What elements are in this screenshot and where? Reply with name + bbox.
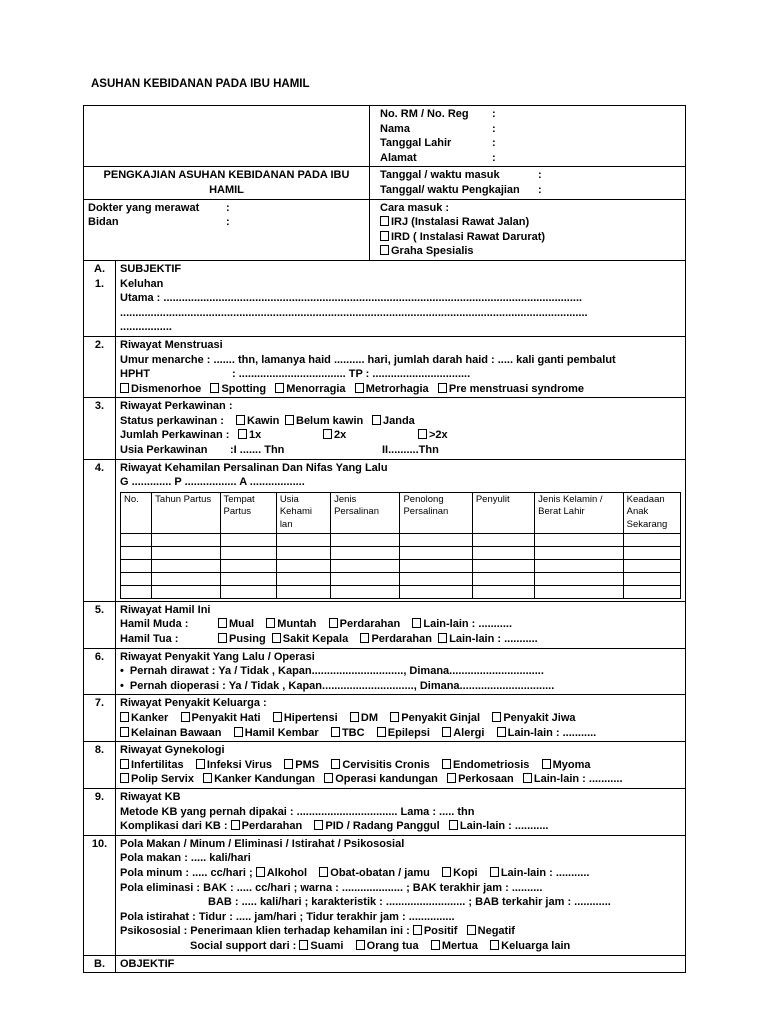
kelainan-bawaan-label: Kelainan Bawaan: [131, 726, 222, 739]
pusing-label: Pusing: [229, 633, 266, 646]
history-cell[interactable]: [220, 559, 276, 572]
kb-perdarahan-label: Perdarahan: [241, 820, 303, 833]
history-cell[interactable]: [400, 572, 472, 585]
section-2-number: 2.: [84, 336, 116, 397]
kehamilan-cell: [116, 459, 686, 601]
history-cell[interactable]: [152, 572, 220, 585]
lain-tua-checkbox[interactable]: [438, 633, 447, 643]
history-cell[interactable]: [121, 572, 152, 585]
history-cell[interactable]: [535, 546, 623, 559]
history-cell[interactable]: [535, 559, 623, 572]
alamat-field[interactable]: :: [492, 151, 496, 164]
perdarahan-muda-label: Perdarahan: [339, 618, 401, 631]
polip-servix-checkbox[interactable]: [120, 773, 129, 783]
sakit-kepala-label: Sakit Kepala: [282, 633, 349, 646]
hamil-ini-title: Riwayat Hamil Ini: [120, 603, 211, 616]
kanker-checkbox[interactable]: [120, 712, 129, 722]
section-a-number: [84, 260, 116, 336]
keluhan-line-2[interactable]: .........................................................................................................................................................: [120, 306, 588, 319]
operasi-kandungan-label: Operasi kandungan: [335, 773, 438, 786]
suami-label: Suami: [310, 939, 344, 952]
hpht-field[interactable]: : ................................... TP : ................................: [232, 368, 471, 381]
jumlah-1x-checkbox[interactable]: [238, 429, 247, 439]
dismenorhoe-label: Dismenorhoe: [131, 382, 202, 395]
section-1-number: 1.: [94, 277, 105, 290]
alkohol-checkbox[interactable]: [256, 867, 265, 877]
mual-label: Mual: [229, 618, 255, 631]
history-cell[interactable]: [152, 559, 220, 572]
perdarahan-tua-checkbox[interactable]: [360, 633, 369, 643]
kawin-label: Kawin: [247, 414, 280, 427]
orang-tua-checkbox[interactable]: [356, 940, 365, 950]
negatif-label: Negatif: [477, 925, 515, 938]
orang-tua-label: Orang tua: [366, 939, 419, 952]
infeksi-virus-checkbox[interactable]: [196, 759, 205, 769]
dm-checkbox[interactable]: [350, 712, 359, 722]
section-a-label: A.: [94, 262, 105, 275]
muntah-checkbox[interactable]: [266, 618, 275, 628]
history-cell[interactable]: [400, 559, 472, 572]
section-9-number: 9.: [84, 788, 116, 835]
history-cell[interactable]: [535, 533, 623, 546]
history-col-header: Tempat Partus: [220, 492, 276, 533]
dokter-field[interactable]: :: [226, 201, 230, 214]
tanggal-pengkajian-field[interactable]: :: [538, 183, 542, 196]
pms-syndrome-label: Pre menstruasi syndrome: [448, 382, 584, 395]
pid-label: PID / Radang Panggul: [325, 820, 440, 833]
myoma-label: Myoma: [552, 758, 591, 771]
hamil-kembar-checkbox[interactable]: [234, 727, 243, 737]
cervisitis-label: Cervisitis Cronis: [342, 758, 430, 771]
pengkajian-title-line2: HAMIL: [209, 183, 244, 196]
perkawinan-title: Riwayat Perkawinan :: [120, 400, 233, 413]
history-row: [121, 533, 681, 546]
history-cell[interactable]: [623, 585, 680, 598]
jumlah-perkawinan-label: Jumlah Perkawinan :: [120, 429, 230, 442]
nama-field[interactable]: :: [492, 122, 496, 135]
history-col-header: Jenis Persalinan: [331, 492, 400, 533]
kb-lain-checkbox[interactable]: [449, 820, 458, 830]
kb-title: Riwayat KB: [120, 790, 181, 803]
section-7-row: [84, 695, 686, 742]
section-7-number: 7.: [84, 695, 116, 742]
endometriosis-checkbox[interactable]: [442, 759, 451, 769]
history-cell[interactable]: [276, 546, 330, 559]
pola-makan-field[interactable]: Pola makan : ..... kali/hari: [120, 852, 251, 865]
section-3-row: [84, 398, 686, 459]
infertilitas-label: Infertilitas: [131, 758, 184, 771]
alergi-checkbox[interactable]: [442, 727, 451, 737]
kb-perdarahan-checkbox[interactable]: [231, 820, 240, 830]
kanker-kandungan-label: Kanker Kandungan: [214, 773, 316, 786]
endometriosis-label: Endometriosis: [453, 758, 530, 771]
pernah-dirawat-field[interactable]: • Pernah dirawat : Ya / Tidak , Kapan.............................., Dimana...............................: [120, 664, 681, 679]
history-cell[interactable]: [121, 585, 152, 598]
epilepsi-label: Epilepsi: [387, 726, 430, 739]
sakit-kepala-checkbox[interactable]: [272, 633, 281, 643]
no-rm-label: No. RM / No. Reg: [380, 108, 469, 120]
keluhan-utama-field[interactable]: Utama : .........................................................................................................................................: [120, 292, 583, 305]
cara-masuk-cell: [370, 199, 686, 260]
history-cell[interactable]: [472, 559, 534, 572]
menstruasi-cell: [116, 336, 686, 397]
history-cell[interactable]: [623, 559, 680, 572]
tanggal-lahir-label: Tanggal Lahir: [380, 137, 452, 150]
pola-eliminasi-bak-field[interactable]: Pola eliminasi : BAK : ..... cc/hari ; warna : .................... ; BAK terakhir jam : ..........: [120, 881, 543, 894]
pola-eliminasi-bab-field[interactable]: BAB : ..... kali/hari ; karakteristik : .......................... ; BAB terkahir jam : ............: [208, 896, 611, 909]
assessment-form: [83, 105, 686, 973]
polip-servix-label: Polip Servix: [131, 773, 194, 786]
negatif-checkbox[interactable]: [467, 925, 476, 935]
section-b-row: [84, 955, 686, 973]
status-perkawinan-label: Status perkawinan :: [120, 414, 224, 427]
keluarga-lain-checkbox[interactable]: [490, 940, 499, 950]
header-pengkajian-row: [84, 167, 686, 199]
dokter-cell: [84, 199, 370, 260]
section-3-number: 3.: [84, 398, 116, 459]
penyakit-hati-checkbox[interactable]: [181, 712, 190, 722]
history-cell[interactable]: [121, 559, 152, 572]
header-identity-row: [84, 106, 686, 167]
gynekologi-title: Riwayat Gynekologi: [120, 744, 225, 757]
no-rm-field[interactable]: :: [492, 108, 496, 120]
history-cell[interactable]: [623, 546, 680, 559]
section-6-row: [84, 648, 686, 695]
kawin-checkbox[interactable]: [236, 415, 245, 425]
positif-checkbox[interactable]: [413, 925, 422, 935]
history-cell[interactable]: [535, 585, 623, 598]
tanggal-lahir-field[interactable]: :: [492, 137, 496, 150]
gpa-field[interactable]: G ............. P ................. A ..................: [120, 476, 305, 489]
history-cell[interactable]: [220, 546, 276, 559]
pola-title: Pola Makan / Minum / Eliminasi / Istirahat / Psikososial: [120, 837, 405, 850]
section-a-row: [84, 260, 686, 336]
obat-jamu-label: Obat-obatan / jamu: [330, 866, 430, 879]
perkawinan-cell: [116, 398, 686, 459]
muntah-label: Muntah: [277, 618, 317, 631]
penyakit-hati-label: Penyakit Hati: [191, 712, 261, 724]
pernah-dioperasi-field[interactable]: • Pernah dioperasi : Ya / Tidak , Kapan.............................., Dimana...............................: [120, 679, 681, 694]
lain-tua-label[interactable]: Lain-lain : ...........: [449, 633, 538, 646]
perkosaan-label: Perkosaan: [458, 773, 514, 786]
penyakit-jiwa-checkbox[interactable]: [492, 712, 501, 722]
suami-checkbox[interactable]: [299, 940, 308, 950]
history-cell[interactable]: [331, 559, 400, 572]
menorragia-checkbox[interactable]: [275, 383, 284, 393]
kb-lain-label[interactable]: Lain-lain : ...........: [459, 820, 549, 833]
history-cell[interactable]: [152, 585, 220, 598]
menarche-field[interactable]: Umur menarche : ....... thn, lamanya haid .......... hari, jumlah darah haid : ..... kali ganti pembalut: [120, 353, 616, 366]
history-cell[interactable]: [220, 585, 276, 598]
hamil-ini-cell: [116, 601, 686, 648]
pms-syndrome-checkbox[interactable]: [438, 383, 447, 393]
infertilitas-checkbox[interactable]: [120, 759, 129, 769]
belum-kawin-label: Belum kawin: [296, 414, 364, 427]
menorragia-label: Menorragia: [286, 382, 346, 395]
penyakit-lalu-cell: [116, 648, 686, 695]
infeksi-virus-label: Infeksi Virus: [206, 758, 273, 771]
mertua-checkbox[interactable]: [431, 940, 440, 950]
section-2-row: [84, 336, 686, 397]
pola-istirahat-field[interactable]: Pola istirahat : Tidur : ..... jam/hari ; Tidur terakhir jam : ...............: [120, 910, 455, 923]
section-5-row: [84, 601, 686, 648]
usia-perkawinan-2-field[interactable]: II..........Thn: [382, 444, 439, 457]
penyakit-keluarga-title: Riwayat Penyakit Keluarga :: [120, 697, 267, 710]
perdarahan-tua-label: Perdarahan: [371, 633, 432, 646]
graha-checkbox[interactable]: [380, 245, 389, 255]
tbc-checkbox[interactable]: [331, 727, 340, 737]
history-cell[interactable]: [331, 546, 400, 559]
penyakit-ginjal-checkbox[interactable]: [390, 712, 399, 722]
section-b-title: OBJEKTIF: [116, 955, 686, 973]
kelainan-bawaan-checkbox[interactable]: [120, 727, 129, 737]
penyakit-ginjal-label: Penyakit Ginjal: [401, 712, 481, 724]
kb-cell: [116, 788, 686, 835]
history-cell[interactable]: [152, 546, 220, 559]
dokter-label: Dokter yang merawat: [88, 201, 200, 214]
keluhan-cell: [116, 260, 686, 336]
section-4-number: 4.: [84, 459, 116, 601]
patient-identity-cell: [370, 106, 686, 167]
history-cell[interactable]: [331, 585, 400, 598]
history-cell[interactable]: [472, 546, 534, 559]
pengkajian-title-line1: PENGKAJIAN ASUHAN KEBIDANAN PADA IBU: [103, 169, 350, 182]
hipertensi-label: Hipertensi: [283, 712, 338, 724]
graha-label: Graha Spesialis: [391, 245, 474, 258]
tanggal-pengkajian-label: Tanggal/ waktu Pengkajian: [380, 183, 520, 196]
positif-label: Positif: [423, 925, 458, 938]
lain-keluarga-checkbox[interactable]: [497, 727, 506, 737]
perkosaan-checkbox[interactable]: [447, 773, 456, 783]
penyakit-keluarga-cell: [116, 695, 686, 742]
section-8-number: 8.: [84, 742, 116, 789]
penyakit-lalu-title: Riwayat Penyakit Yang Lalu / Operasi: [120, 650, 315, 663]
kehamilan-title: Riwayat Kehamilan Persalinan Dan Nifas Yang Lalu: [120, 461, 388, 474]
kehamilan-table-header: [121, 492, 681, 533]
tbc-label: TBC: [341, 726, 365, 739]
hipertensi-checkbox[interactable]: [273, 712, 282, 722]
irj-checkbox[interactable]: [380, 216, 389, 226]
section-a-title: SUBJEKTIF: [120, 262, 182, 275]
section-4-row: [84, 459, 686, 601]
lain-keluarga-label[interactable]: Lain-lain : ...........: [507, 726, 597, 739]
lain-muda-label[interactable]: Lain-lain : ...........: [423, 618, 513, 631]
nama-label: Nama: [380, 122, 410, 135]
history-cell[interactable]: [152, 533, 220, 546]
bidan-field[interactable]: :: [226, 216, 230, 229]
tanggal-cell: [370, 167, 686, 199]
history-cell[interactable]: [623, 572, 680, 585]
operasi-kandungan-checkbox[interactable]: [324, 773, 333, 783]
keluarga-lain-label: Keluarga lain: [501, 939, 571, 952]
pola-minum-field[interactable]: Pola minum : ..... cc/hari ;: [120, 866, 253, 879]
hamil-muda-label: Hamil Muda :: [120, 618, 189, 631]
pengkajian-title-cell: [84, 167, 370, 199]
menstruasi-title: Riwayat Menstruasi: [120, 338, 223, 351]
history-col-header: Penyulit: [472, 492, 534, 533]
kanker-label: Kanker: [131, 712, 169, 724]
hamil-kembar-label: Hamil Kembar: [244, 726, 319, 739]
kopi-checkbox[interactable]: [442, 867, 451, 877]
ird-label: IRD ( Instalasi Rawat Darurat): [391, 230, 546, 243]
history-col-header: No.: [121, 492, 152, 533]
komplikasi-kb-label: Komplikasi dari KB :: [120, 820, 228, 833]
myoma-checkbox[interactable]: [542, 759, 551, 769]
belum-kawin-checkbox[interactable]: [285, 415, 294, 425]
history-cell[interactable]: [220, 533, 276, 546]
irj-label: IRJ (Instalasi Rawat Jalan): [391, 216, 530, 229]
history-col-header: Penolong Persalinan: [400, 492, 472, 533]
history-col-header: Tahun Partus: [152, 492, 220, 533]
tanggal-masuk-field[interactable]: :: [538, 169, 542, 182]
lain-gyn-label[interactable]: Lain-lain : ...........: [533, 773, 623, 786]
pms-label: PMS: [295, 758, 320, 771]
hamil-tua-label: Hamil Tua :: [120, 633, 179, 646]
jumlah-1x-label: 1x: [249, 429, 262, 442]
epilepsi-checkbox[interactable]: [377, 727, 386, 737]
header-blank-cell: [84, 106, 370, 167]
minum-lain-label[interactable]: Lain-lain : ...........: [500, 866, 590, 879]
pusing-checkbox[interactable]: [218, 633, 227, 643]
gynekologi-cell: [116, 742, 686, 789]
cervisitis-checkbox[interactable]: [331, 759, 340, 769]
section-10-row: [84, 835, 686, 955]
kehamilan-history-table: [120, 492, 681, 599]
section-6-number: 6.: [84, 648, 116, 695]
kanker-kandungan-checkbox[interactable]: [203, 773, 212, 783]
pms-checkbox[interactable]: [284, 759, 293, 769]
ird-checkbox[interactable]: [380, 231, 389, 241]
history-row: [121, 572, 681, 585]
history-col-header: Usia Kehami lan: [276, 492, 330, 533]
spotting-checkbox[interactable]: [210, 383, 219, 393]
jumlah-more-checkbox[interactable]: [418, 429, 427, 439]
header-dokter-row: [84, 199, 686, 260]
history-cell[interactable]: [121, 546, 152, 559]
cara-masuk-label: Cara masuk :: [380, 201, 450, 214]
minum-lain-checkbox[interactable]: [490, 867, 499, 877]
history-col-header: Jenis Kelamin / Berat Lahir: [535, 492, 623, 533]
metode-kb-field[interactable]: Metode KB yang pernah dipakai : ................................. Lama : ..... thn: [120, 805, 475, 818]
hpht-label: HPHT: [120, 368, 150, 381]
psikososial-label: Psikososial : Penerimaan klien terhadap kehamilan ini :: [120, 925, 410, 938]
history-cell[interactable]: [276, 585, 330, 598]
history-cell[interactable]: [472, 572, 534, 585]
history-row: [121, 546, 681, 559]
history-cell[interactable]: [276, 572, 330, 585]
keluhan-line-3[interactable]: .................: [120, 321, 172, 334]
jumlah-more-label: >2x: [429, 429, 448, 442]
section-9-row: [84, 788, 686, 835]
alamat-label: Alamat: [380, 151, 417, 164]
social-support-label: Social support dari :: [190, 939, 297, 952]
metrorhagia-label: Metrorhagia: [365, 382, 429, 395]
obat-jamu-checkbox[interactable]: [319, 867, 328, 877]
history-cell[interactable]: [276, 559, 330, 572]
history-cell[interactable]: [400, 585, 472, 598]
history-cell[interactable]: [400, 533, 472, 546]
history-cell[interactable]: [472, 585, 534, 598]
history-cell[interactable]: [535, 572, 623, 585]
dm-label: DM: [360, 712, 378, 724]
mertua-label: Mertua: [441, 939, 478, 952]
history-cell[interactable]: [220, 572, 276, 585]
lain-gyn-checkbox[interactable]: [523, 773, 532, 783]
jumlah-2x-label: 2x: [334, 429, 347, 442]
pola-cell: [116, 835, 686, 955]
janda-label: Janda: [383, 414, 415, 427]
bidan-label: Bidan: [88, 216, 119, 229]
alergi-label: Alergi: [453, 726, 485, 739]
jumlah-2x-checkbox[interactable]: [323, 429, 332, 439]
usia-perkawinan-label: Usia Perkawinan: [120, 444, 208, 457]
history-col-header: Keadaan Anak Sekarang: [623, 492, 680, 533]
history-row: [121, 585, 681, 598]
kopi-label: Kopi: [453, 866, 478, 879]
history-cell[interactable]: [121, 533, 152, 546]
section-8-row: [84, 742, 686, 789]
section-b-number: B.: [84, 955, 116, 973]
section-5-number: 5.: [84, 601, 116, 648]
perdarahan-muda-checkbox[interactable]: [329, 618, 338, 628]
usia-perkawinan-1-field[interactable]: :I ....... Thn: [230, 444, 285, 457]
section-10-number: 10.: [84, 835, 116, 955]
pid-checkbox[interactable]: [314, 820, 323, 830]
history-cell[interactable]: [623, 533, 680, 546]
history-cell[interactable]: [276, 533, 330, 546]
history-cell[interactable]: [331, 533, 400, 546]
tanggal-masuk-label: Tanggal / waktu masuk: [380, 169, 500, 182]
metrorhagia-checkbox[interactable]: [355, 383, 364, 393]
history-cell[interactable]: [472, 533, 534, 546]
spotting-label: Spotting: [221, 382, 267, 395]
alkohol-label: Alkohol: [266, 866, 308, 879]
janda-checkbox[interactable]: [372, 415, 381, 425]
mual-checkbox[interactable]: [218, 618, 227, 628]
page-title: ASUHAN KEBIDANAN PADA IBU HAMIL: [91, 78, 310, 90]
penyakit-jiwa-label: Penyakit Jiwa: [503, 712, 576, 724]
history-cell[interactable]: [331, 572, 400, 585]
lain-muda-checkbox[interactable]: [412, 618, 421, 628]
keluhan-title: Keluhan: [120, 277, 164, 290]
history-row: [121, 559, 681, 572]
dismenorhoe-checkbox[interactable]: [120, 383, 129, 393]
history-cell[interactable]: [400, 546, 472, 559]
